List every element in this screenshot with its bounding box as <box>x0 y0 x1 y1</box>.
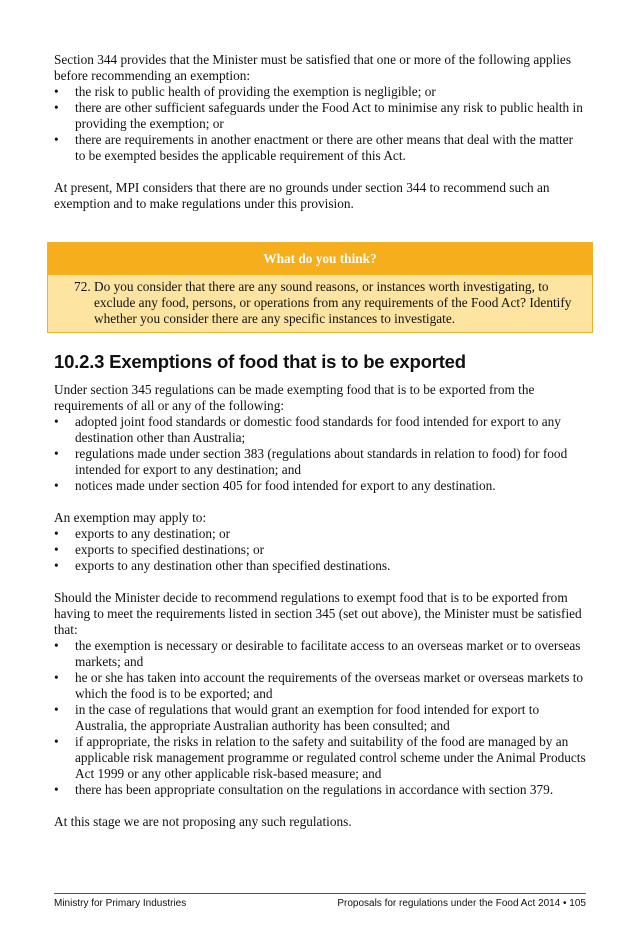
list-item: • in the case of regulations that would grant an exemption for food intended for export to Australia, the appropriate Australian authority has been consulted; and <box>54 702 586 734</box>
section-paragraph: An exemption may apply to: <box>54 510 207 525</box>
page-content <box>54 52 586 830</box>
list-item: • notices made under section 405 for food intended for export to any destination. <box>54 478 586 494</box>
list-item: • there are other sufficient safeguards under the Food Act to minimise any risk to public health in providing the exemption; or <box>54 100 586 132</box>
list-item: • exports to any destination other than specified destinations. <box>54 558 586 574</box>
consultation-callout <box>47 242 593 333</box>
conditions-list <box>54 638 586 798</box>
list-item: • the exemption is necessary or desirable to facilitate access to an overseas market or to overseas markets; and <box>54 638 586 670</box>
callout-body <box>48 275 592 332</box>
section-paragraph: Should the Minister decide to recommend regulations to exempt food that is to be exported from having to meet the requirements listed in section 345 (set out above), the Minister must be satisfied that: <box>54 590 582 637</box>
list-item: • adopted joint food standards or domestic food standards for food intended for export to any destination other than Australia; <box>54 414 586 446</box>
list-item: • regulations made under section 383 (regulations about standards in relation to food) for food intended for export to any destination; and <box>54 446 586 478</box>
intro-paragraph: Section 344 provides that the Minister must be satisfied that one or more of the following applies before recommending an exemption: <box>54 52 572 83</box>
list-item: • he or she has taken into account the requirements of the overseas market or overseas markets to which the food is to be exported; and <box>54 670 586 702</box>
destinations-list <box>54 526 586 574</box>
section-paragraph: At this stage we are not proposing any such regulations. <box>54 814 352 829</box>
intro-bullet-list <box>54 84 586 164</box>
list-item: • exports to any destination; or <box>54 526 586 542</box>
requirements-list <box>54 414 586 494</box>
section-heading: 10.2.3 Exemptions of food that is to be exported <box>54 351 466 372</box>
list-item: • the risk to public health of providing the exemption is negligible; or <box>54 84 586 100</box>
question-list <box>62 279 578 327</box>
page-footer <box>54 893 586 910</box>
question-item: 72. Do you consider that there are any sound reasons, or instances worth investigating, to exclude any food, persons, or operations from any requirements of the Food Act? Identify whether you consider there are any specific instances to investigate. <box>94 279 578 327</box>
footer-publisher: Ministry for Primary Industries <box>54 898 187 909</box>
callout-heading: What do you think? <box>48 243 592 275</box>
list-item: • if appropriate, the risks in relation to the safety and suitability of the food are managed by an applicable risk management programme or regulated control scheme under the Animal Products Act 1999 or any other applicable risk-based measure; and <box>54 734 586 782</box>
footer-title-page-number: Proposals for regulations under the Food Act 2014 • 105 <box>337 898 586 909</box>
list-item: • there are requirements in another enactment or there are other means that deal with the matter to be exempted besides the applicable requirement of this Act. <box>54 132 586 164</box>
list-item: • there has been appropriate consultation on the regulations in accordance with section 379. <box>54 782 586 798</box>
section-paragraph: Under section 345 regulations can be made exempting food that is to be exported from the requirements of all or any of the following: <box>54 382 535 413</box>
intro-closing-paragraph: At present, MPI considers that there are no grounds under section 344 to recommend such an exemption and to make regulations under this provision. <box>54 180 550 211</box>
list-item: • exports to specified destinations; or <box>54 542 586 558</box>
